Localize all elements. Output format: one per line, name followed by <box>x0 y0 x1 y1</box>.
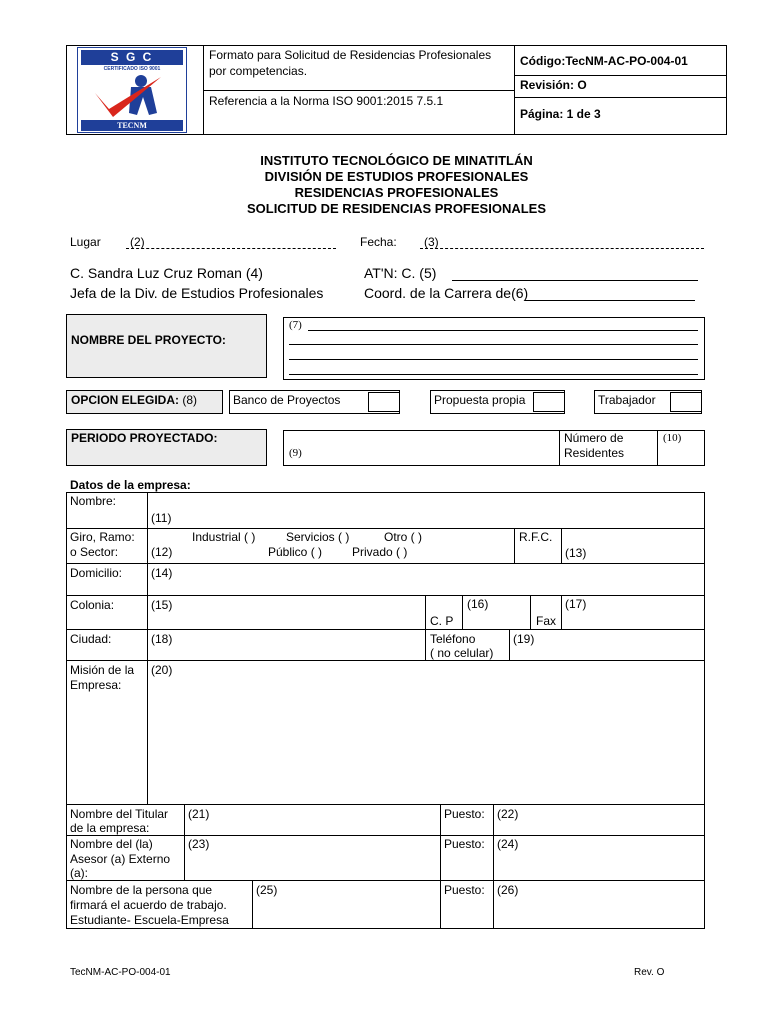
lugar-input-line[interactable] <box>126 248 336 249</box>
asesor-label-2: Asesor (a) Externo <box>70 852 171 866</box>
atn-label: AT'N: C. (5) <box>364 265 437 281</box>
residents-marker: (10) <box>663 432 682 444</box>
asesor-field[interactable]: (23) <box>188 837 210 851</box>
footer-code: TecNM-AC-PO-004-01 <box>70 967 171 978</box>
option-trabajador-label: Trabajador <box>598 393 656 407</box>
fax-label: Fax <box>536 614 557 628</box>
title-division: DIVISIÓN DE ESTUDIOS PROFESIONALES <box>264 169 529 184</box>
project-marker: (7) <box>289 319 302 331</box>
rfc-label: R.F.C. <box>519 530 553 544</box>
lugar-marker: (2) <box>130 235 145 249</box>
lugar-label: Lugar <box>70 235 101 249</box>
firma-puesto-label: Puesto: <box>444 883 485 897</box>
asesor-label-1: Nombre del (la) <box>70 837 153 851</box>
colonia-field[interactable]: (15) <box>151 598 173 612</box>
mision-field[interactable]: (20) <box>151 663 173 677</box>
sector-otro[interactable]: Otro ( ) <box>384 530 422 544</box>
telefono-label-1: Teléfono <box>430 632 476 646</box>
titular-label-2: de la empresa: <box>70 821 150 835</box>
titular-puesto-label: Puesto: <box>444 807 485 821</box>
company-giro-field[interactable]: (12) <box>151 545 173 559</box>
company-section-title: Datos de la empresa: <box>70 478 191 492</box>
fecha-marker: (3) <box>424 235 439 249</box>
firma-label-3: Estudiante- Escuela-Empresa <box>70 913 229 927</box>
logo-sgc-text: S G C <box>81 50 183 65</box>
fax-field[interactable]: (17) <box>565 597 587 611</box>
logo-cert-text: CERTIFICADO ISO 9001 <box>103 66 161 72</box>
asesor-label-3: (a): <box>70 866 88 880</box>
sector-privado[interactable]: Privado ( ) <box>352 545 408 559</box>
option-label-text: OPCION ELEGIDA: <box>71 393 180 407</box>
fecha-label: Fecha: <box>360 235 397 249</box>
footer-revision: Rev. O <box>634 967 665 978</box>
option-banco-checkbox[interactable] <box>368 392 400 412</box>
sector-publico[interactable]: Público ( ) <box>268 545 323 559</box>
titular-label-1: Nombre del Titular <box>70 807 169 821</box>
title-residencias: RESIDENCIAS PROFESIONALES <box>294 185 499 200</box>
firma-puesto-field[interactable]: (26) <box>497 883 519 897</box>
document-revision: Revisión: O <box>520 78 587 92</box>
asesor-puesto-field[interactable]: (24) <box>497 837 519 851</box>
rfc-field[interactable]: (13) <box>565 546 587 560</box>
colonia-label: Colonia: <box>70 598 115 612</box>
addressee-name: C. Sandra Luz Cruz Roman (4) <box>70 265 263 281</box>
company-nombre-label: Nombre: <box>70 494 117 508</box>
atn-input-line[interactable] <box>452 280 698 281</box>
domicilio-label: Domicilio: <box>70 566 123 580</box>
project-field-box[interactable] <box>283 317 705 380</box>
period-field-box[interactable] <box>283 430 705 466</box>
addressee-role: Jefa de la Div. de Estudios Profesionales <box>70 285 324 301</box>
titular-puesto-field[interactable]: (22) <box>497 807 519 821</box>
mision-label-2: Empresa: <box>70 678 122 692</box>
company-giro-label-2: o Sector: <box>70 545 119 559</box>
residents-label-1: Número de <box>564 431 624 445</box>
company-giro-label-1: Giro, Ramo: <box>70 530 135 544</box>
sector-industrial[interactable]: Industrial ( ) <box>192 530 256 544</box>
option-propia-label: Propuesta propia <box>434 393 526 407</box>
sgc-tecnm-logo <box>77 47 187 133</box>
page-number: Página: 1 de 3 <box>520 107 601 121</box>
logo-tecnm-text: TECNM <box>81 120 183 131</box>
domicilio-field[interactable]: (14) <box>151 566 173 580</box>
title-institute: INSTITUTO TECNOLÓGICO DE MINATITLÁN <box>260 153 533 168</box>
period-marker: (9) <box>289 447 302 459</box>
telefono-field[interactable]: (19) <box>513 632 535 646</box>
firma-field[interactable]: (25) <box>256 883 278 897</box>
firma-label-2: firmará el acuerdo de trabajo. <box>70 898 227 912</box>
title-block <box>66 153 727 217</box>
option-banco-label: Banco de Proyectos <box>233 393 341 407</box>
firma-label-1: Nombre de la persona que <box>70 883 213 897</box>
company-nombre-field[interactable]: (11) <box>151 511 172 525</box>
titular-field[interactable]: (21) <box>188 807 210 821</box>
option-propia-checkbox[interactable] <box>533 392 565 412</box>
sector-servicios[interactable]: Servicios ( ) <box>286 530 350 544</box>
iso-reference: Referencia a la Norma ISO 9001:2015 7.5.1 <box>209 94 444 108</box>
option-marker: (8) <box>182 393 198 407</box>
document-code: Código:TecNM-AC-PO-004-01 <box>520 54 688 68</box>
format-title-line2: por competencias. <box>209 64 308 78</box>
title-solicitud: SOLICITUD DE RESIDENCIAS PROFESIONALES <box>246 201 547 216</box>
ciudad-label: Ciudad: <box>70 632 112 646</box>
option-trabajador-checkbox[interactable] <box>670 392 702 412</box>
checkmark-icon <box>91 73 175 119</box>
period-label: PERIODO PROYECTADO: <box>71 431 218 445</box>
mision-label-1: Misión de la <box>70 663 135 677</box>
coord-input-line[interactable] <box>525 300 695 301</box>
residents-label-2: Residentes <box>564 446 625 460</box>
coord-label: Coord. de la Carrera de(6) <box>364 285 529 301</box>
asesor-puesto-label: Puesto: <box>444 837 485 851</box>
ciudad-field[interactable]: (18) <box>151 632 173 646</box>
cp-field[interactable]: (16) <box>467 597 489 611</box>
cp-label: C. P <box>430 614 454 628</box>
telefono-label-2: ( no celular) <box>430 646 494 660</box>
project-label: NOMBRE DEL PROYECTO: <box>71 333 226 347</box>
format-title-line1: Formato para Solicitud de Residencias Profesionales <box>209 48 492 62</box>
fecha-input-line[interactable] <box>420 248 704 249</box>
option-label <box>71 393 197 407</box>
